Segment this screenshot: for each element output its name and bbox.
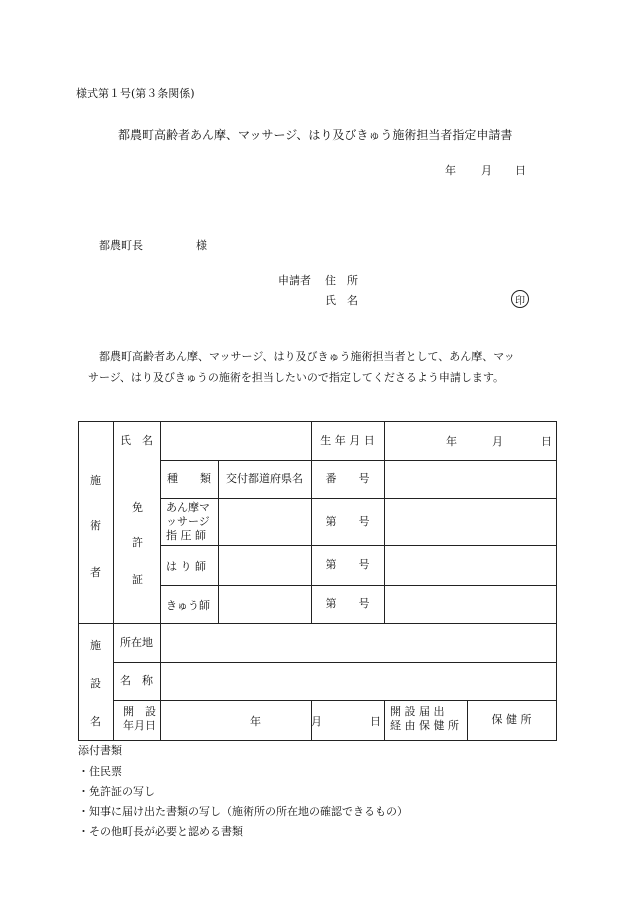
addressee-honorific: 様 bbox=[196, 239, 207, 252]
license-label-char: 免 bbox=[132, 501, 143, 514]
facility-label-char: 施 bbox=[90, 639, 101, 652]
form-number: 様式第１号(第３条関係) bbox=[76, 87, 195, 100]
practitioner-label-char: 施 bbox=[90, 474, 101, 487]
number-label-anma: 第 号 bbox=[325, 514, 370, 528]
practitioner-label-char: 術 bbox=[90, 519, 101, 532]
location-label: 所在地 bbox=[120, 635, 153, 649]
number-label: 番 号 bbox=[325, 472, 370, 485]
date-month: 月 bbox=[481, 164, 492, 177]
opened-month: 月 bbox=[311, 715, 322, 728]
date-day: 日 bbox=[515, 164, 526, 177]
facility-name-label: 名 称 bbox=[120, 674, 153, 687]
practitioner-label-char: 者 bbox=[90, 566, 101, 579]
notice-label: 開 設 届 出 経 由 保 健 所 bbox=[390, 705, 459, 732]
kind-label: 種 類 bbox=[167, 472, 211, 485]
attachment-item: ・免許証の写し bbox=[78, 785, 155, 798]
birthdate-label: 生 年 月 日 bbox=[320, 433, 375, 447]
license-label-char: 許 bbox=[132, 536, 143, 549]
attachment-item: ・その他町長が必要と認める書類 bbox=[78, 825, 243, 838]
facility-label-char: 名 bbox=[90, 715, 101, 728]
opened-day: 日 bbox=[370, 715, 381, 728]
form-title: 都農町高齢者あん摩、マッサージ、はり及びきゅう施術担当者指定申請書 bbox=[118, 128, 513, 142]
name-label: 氏 名 bbox=[120, 433, 153, 447]
opened-year: 年 bbox=[250, 715, 261, 728]
kind-kyu: きゅう師 bbox=[166, 599, 210, 612]
number-label-hari: 第 号 bbox=[325, 558, 370, 571]
attachment-item: ・知事に届け出た書類の写し（施術所の所在地の確認できるもの） bbox=[78, 805, 408, 818]
body-line-2: サージ、はり及びきゅうの施術を担当したいので指定してくださるよう申請します。 bbox=[88, 371, 505, 384]
applicant-name-label: 氏 名 bbox=[325, 294, 358, 307]
health-center-label: 保 健 所 bbox=[491, 713, 532, 726]
birth-day: 日 bbox=[541, 435, 552, 448]
applicant-address-label: 住 所 bbox=[325, 274, 358, 287]
facility-label-char: 設 bbox=[90, 677, 101, 690]
license-label-char: 証 bbox=[132, 573, 143, 586]
prefecture-label: 交付都道府県名 bbox=[226, 472, 303, 485]
birth-year: 年 bbox=[446, 435, 457, 448]
date-year: 年 bbox=[445, 164, 456, 177]
kind-hari: は り 師 bbox=[166, 560, 206, 573]
addressee-name: 都農町長 bbox=[99, 239, 143, 252]
applicant-label: 申請者 bbox=[278, 274, 311, 287]
seal-icon: 印 bbox=[511, 290, 529, 308]
application-table bbox=[78, 421, 557, 741]
attachment-item: ・住民票 bbox=[78, 765, 122, 778]
number-label-kyu: 第 号 bbox=[325, 597, 370, 610]
kind-anma: あん摩マ ッサージ 指 圧 師 bbox=[166, 501, 210, 542]
attachments-title: 添付書類 bbox=[78, 744, 122, 757]
body-line-1: 都農町高齢者あん摩、マッサージ、はり及びきゅう施術担当者として、あん摩、マッ bbox=[99, 350, 515, 363]
opened-label: 開 設 年月日 bbox=[123, 705, 156, 732]
birth-month: 月 bbox=[492, 435, 503, 448]
